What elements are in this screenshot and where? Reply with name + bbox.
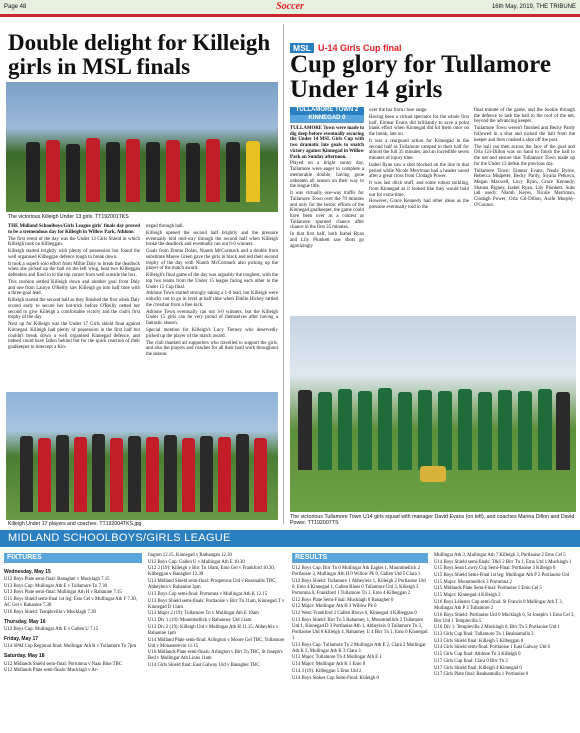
left-col1-p3: This cushion settled Killeigh down and another goal from Daly and one from Lauryn O'Reilly saw Killeigh go into half time with a three-goal lead. [8, 280, 140, 297]
left-col2-p4: Athlone Town started strongly taking a 1-0 lead, but Killeigh were unlucky not to go in level at half time when Ebhlin Hickey rattled the crossbar from a free kick. [146, 291, 278, 308]
right-col2-p3: Isabel Ryan saw a shot blocked on the line in that period while Nicole Merriman had a header saved after a great cross from Clodagh Power. [369, 162, 469, 180]
right-col1-p2: In that first half, both Isabel Ryan and Lily Plunkett saw shots go agonizingly [290, 232, 364, 249]
right-photo-caption: The victorious Tullamore Town U14 girls squad with manager David Evans (on left), and coaches Marina Dillon and David Power. TT192007TS [290, 514, 575, 527]
fixture-item: lington 12.15, Kinnegad v Rathangan 12.30 [148, 553, 232, 558]
right-col-3 [474, 108, 575, 210]
result-item: U14 Major: Mullingar Ath K 1 Emo 0 [292, 662, 366, 668]
league-banner: MIDLAND SCHOOLBOYS/GIRLS LEAGUE [0, 530, 580, 547]
fixtures-col-1 [4, 566, 142, 675]
result-item: U14 Boys Shield semi-finals: T&S 2 Birr Tn 1, Emo Utd 1 Mucklagh 1 [434, 559, 572, 565]
left-col2-p5: Athlone Town eventually ran out 3-0 winners, but the Killeigh Under 15 girls can be very proud of themselves after having a fantastic season. [146, 309, 278, 327]
result-item: U14 Girls Shield semi-final: Portlaoise 1 East Galway Utd 6 [434, 645, 551, 651]
left-lead: THE Midland Schoolboys/Girls League girls' finals day proved to be a tremendous day for Killeigh in Willow Park, Athlone. [8, 224, 140, 235]
left-col2-p7: The club thanked all supporters who travelled to support the girls, and also the players and coaches for all their hard work throughout the season. [146, 340, 278, 358]
left-col2-p3: Killeigh's final game of the day was arguably the toughest, with the top two teams from the Under 15 league facing each other in the Under 15 Cup final. [146, 273, 278, 290]
fixture-item: U13 Div 1 (19): Mountmellick v Rahanney Utd 11am [148, 618, 252, 624]
fixture-item: U13 Boys Cup: Mullingar Ath E v Tullamore Tn 7.30 [4, 583, 108, 589]
result-item: U12 Boys Shield: Tullamore 1 Abbeyleix 1, Killeigh 2 Portlaoise Utd 0, Emo 4 Kinnegad 1, Gallen Blues 0 Tullamore Utd 3, Killeigh 3 Portumna 0, Frankford 1 Tullamore Tn 1, Emo 4 Kilbeggan 2 [292, 578, 426, 596]
left-col2-p1: Killeigh opened the second half brightly and the pressure eventually told mid-way through the second half when Killeigh broke the deadlock and eventually ran out 6-0 winners. [146, 230, 278, 248]
score-home: TULLAMORE TOWN 2 [290, 107, 364, 115]
fixture-item: U13 Boys Cup semi-final: Portumna v Mullingar Ath K 12.15 [148, 591, 268, 597]
left-photo-caption: The victorious Killeigh Under 13 girls. TT192001TKS [8, 214, 129, 220]
left-bottom-caption: Killeigh Under 17 players and coaches. TT192004TKS.jpg [8, 521, 142, 527]
right-col3-p0: final minute of the game, and the bookie through the defence to lash the ball to the roof of the net, beyond the advancing keeper. [474, 108, 575, 125]
issue-date: 16th May, 2019, THE TRIBUNE [491, 4, 576, 10]
fixture-item: U14 SPAI Cup Regional final: Mullingar Ath R v Tullamore Tn 7pm [4, 644, 137, 650]
fixture-day: Wednesday, May 15 [4, 569, 51, 575]
fixture-item: U14 Girls Shield final: East Galway Utd v Banagher TBC [148, 663, 260, 669]
right-headline: Cup glory for Tullamore Under 14 girls [290, 51, 551, 103]
result-item: U15 Girls Cup final: Athlone Tn 3 Killeigh 0 [434, 652, 521, 658]
fixture-item: U13 Midland Shield semi-final: Prosperous Utd v Rosenallis TBC, Abbeyleix v Rahanine 3pm [148, 579, 277, 591]
result-item: U13 Boys Cup: Tullamore Tn 2 Mullingar Ath E 2, Clara 2 Mullingar Ath K 3, Mullingar Ath K 3 Clara 3 [292, 642, 426, 654]
left-col1-p0: The first event of the day was the Under 13 Girls Shield in which Killeigh took on Kilbeggan. [8, 236, 140, 248]
fixture-item: U12 Midlands Shield semi-final: Portumna v Naas Blue TBC [4, 661, 122, 667]
fixture-day: Friday, May 17 [4, 636, 39, 643]
fixture-item: U12 Midlands Plate semi-finals: Mucklagh v Ar- [4, 668, 98, 674]
right-lead: TULLAMORE Town were made to dig deep before eventually securing the Under 14 MSL Girls Cup with two dramatic late goals to snatch victory against Kinnegad in Willow Park on Sunday afternoon. [290, 126, 364, 160]
right-col3-p1: Tullamore Town weren't finished and Becky Pardy followed in a shot and nicked the ball from the keeper and then crashed a shot off the post. [474, 126, 575, 143]
results-header: RESULTS [292, 553, 428, 563]
fixture-day: Saturday, May 18 [4, 653, 45, 660]
msl-label: MSL [290, 43, 314, 53]
result-item: U12 Boys Plate Semi-Final: Mucklagh 0 Banagher 0 [292, 597, 394, 603]
killeigh-u13-photo [6, 82, 278, 212]
fixture-day: Thursday, May 16 [4, 619, 46, 626]
right-col-2 [369, 108, 469, 212]
result-item: U15 Major: Mountmellick 3 Portumna 2 [434, 579, 512, 585]
right-col1-p1: It was virtually one-way traffic for Tullamore Town over the 70 minutes and only for the heroic efforts of the Kinnegad goalkeeper, the game could have been over as a contest as Tullamore spurned chance after chance in the first 35 minutes. [290, 191, 364, 231]
right-col3-p2: The ball ran then across the face of the goal and Orla Gil-Dillon was on hand to finish the ball to the net and ensure that Tullamore Town made up for the Under 13 defeat the previous day. [474, 144, 575, 167]
fixture-item: U15 Boys Shield semi-final 1st leg: Esto Cel v Mullingar Ath F 7.30, AC Gel v Rahanine 7.30 [4, 597, 137, 609]
right-col3-p3: Tullamore Town: Eimear Evans; Neala Byrne, Rebecca Mulpeter, Becky Pardy, Siyana Petkova, Megan Maxwell, Lucy Ryan, Grace Kennedy, Shauna Rigney, Isabel Ryan, Lily Plunkett. Subs (all used): Niamh Keyes, Nicole Merriman, Clodagh Power, Orla Gil-Dillon, Aoife Murphy-O'Connor. [474, 168, 575, 208]
fixture-item: U14 Midland Plate semi-final: Arlington v Moore Gel TBC, Tullamore Utd v Monasterevin 11.15 [148, 637, 285, 649]
right-col2-p5: However, Grace Kennedy had other ideas as the pressure eventually told in the [369, 199, 469, 211]
header-stripe [0, 14, 580, 17]
left-col1-p1: Killeigh started brightly with plenty of possession but found the well organised Kilbeggan defence tough to break down. [8, 249, 140, 260]
fixture-item: U13 Boys Plate semi-final: Mullingar Ath H v Rahanine 7.15 [4, 590, 122, 596]
left-col2-p6: Special mention for Killeigh's Lucy Tierney who deservedly picked up the player of the match award. [146, 328, 278, 339]
result-item: Mullingar Ath 3, Mullingar Ath 7 Killeigh 3, Portlaoise 2 Emo Cel 5 [434, 553, 566, 558]
right-col2-p0: over the bar from close range. [369, 108, 428, 113]
left-col2-p0: negad through ball. [146, 224, 184, 229]
results-col-2 [434, 553, 576, 679]
right-col2-p4: It was last ditch stuff, and some robust tackling, from Kinnegad as it looked like they would hold out for extra-time. [369, 181, 469, 198]
result-item: U14 Boys Stokes Cup Semi-Final: Killeigh 0 [292, 675, 379, 681]
left-col-2 [146, 224, 278, 359]
result-item: U13 Boys Shield: Birr Tn 5 Rahanney 1, Mountmellick 2 Tullamore Utd 1, Kinnegad D 3 Portlaoise Ath 1, Abbeyleix 0 Tullamore Tn 3, Portlaoise Utd 0 Killeigh 4, Rahanney U 4 Birr Tn 1, Emo 0 Kinnegad 1 [292, 617, 428, 641]
result-item: U12 West: Frankford 2 Gallen Rhoys 0, Kinnegad 4 Kilbeggan 0 [292, 611, 417, 617]
fixture-item: U12 2 (19): Killeigh v Birr Tn 10am, Emo Gel v Frankford 10.30, Kilbeggan v Banagher 12.30 [148, 566, 275, 578]
fixture-item: U12 Boys Plate semi-final: Banagher v Mucklagh 7.15 [4, 577, 110, 583]
result-item: U13 Major: Tullamore Tn 4 Mullingar Ath E 1 [292, 655, 382, 661]
fixtures-col-2 [148, 553, 286, 670]
left-col1-p4: Killeigh started the second half as they finished the first when Daly scored early to secure her hat-trick before O'Reilly netted her second to give Killeigh a comfortable victory and the club's first trophy of the day. [8, 298, 140, 321]
left-col1-p5: Next up for Killeigh was the Under 17 Girls shield final against Kinnegad. Killeigh had plenty of possession in the first half but couldn't break down a well organised Kinnegad defence, and indeed could have fallen behind but for the quick reaction of their goalkeeper to intercept a Kin- [8, 322, 140, 351]
results-col-1 [292, 566, 428, 682]
fixture-item: U12 Boys Cup: Mullingar Ath E v Gallen U 7.15 [4, 627, 99, 633]
fixture-item: U16 Midlands Plate semi-finals: Arlington v Birr Tn TBC, St Joseph's Red v Mullingar Ath Lions 11am [148, 650, 283, 662]
result-item: U13 Girls Cup final: Tullamore Tn 1 Bealnamulla 3 [434, 632, 534, 638]
trophy-icon [420, 466, 446, 482]
result-item: U17 Girls Cup final: Clara 0 Birr Tn 2 [434, 658, 508, 664]
left-col1-p2: It took a superb solo effort from Millie Daly to break the deadlock when she picked up the ball on the left wing, beat two Kilbeggan defenders and fired in to the top corner from well outside the box. [8, 261, 140, 279]
left-headline: Double delight for Killeigh girls in MSL finals [8, 30, 271, 79]
result-item: U17 Girls Plate final: Bealnamulla 1 Portlaoise 0 [434, 672, 529, 678]
tullamore-u14-photo [290, 316, 576, 512]
result-item: U15 Major: Kinnegad 4 Killeigh 2 [434, 593, 501, 599]
fixture-item: U13 Major 2 (19): Tullamore Tn v Mullingar Ath E 10am [148, 611, 259, 617]
left-col-1 [8, 224, 140, 352]
right-col2-p2: It was a rearguard action for Kinnegad in the second half as Tullamore camped in their half for almost the full 35 minutes, and an incredible seven minutes of injury time. [369, 138, 469, 161]
left-col2-p2: Goals from Emma Dolan, Niamh McCormack and a double from substitute Maeve Green gave the girls in black and red their second trophy of the day with Niamh McCormack also picking up the player of the match award. [146, 249, 278, 272]
result-item: U16 Div 1: Templevilla 2 Mucklagh 0, Birr Tn 5 Portlaoise Utd 1 [434, 625, 560, 631]
result-item: U15 Boys Sean Lowry Cup Semi-Final: Portlaoise 3 Killeigh 0 [434, 566, 556, 572]
fixture-item: U12 Boys Cup: Gallen U v Mullingar Ath E 10.30 [148, 559, 245, 565]
fixture-item: U13 Div 2 (19): Killeigh Utd v Mullingar Ath H 11.15, Abbeyleix v Rahanine 1pm [148, 624, 279, 636]
result-item: U12 Boys Cup: Birr Tn 0 Mullingar Ath Eagles 1, Mountmellick 2 Portlaoise 3, Mullingar Ath H 0 Willow Pk 0, Gallen Utd 5 Clara 1 [292, 566, 421, 578]
result-item: U15 Boys Shield Semi-Final 1st leg: Mullingar Ath P 2 Portlaoise Utd [434, 573, 570, 579]
right-col-1 [290, 126, 364, 251]
fixture-item: U13 Boys Shield semi-finals: Portlaoise v Birr Tn 11am, Kinnegad T v Kinnegad D 11am [148, 598, 285, 610]
column-divider [283, 24, 284, 524]
result-item: U13 Girls Shield final: Killeigh 5 Kilbeggan 0 [434, 638, 524, 644]
result-item: U16 Boys Leinster Cup semi-final: St Francis 0 Mullingar Ath T 3, Mullingar Ath P 3 Tullamore 2 [434, 599, 563, 611]
result-item: U12 Major: Mullingar Ath H 3 Willow Pk 0 [292, 604, 377, 610]
fixture-item: U16 Boys Shield: Templevilla v Mucklagh 7.30 [4, 609, 96, 615]
result-item: U15 Midlands Plate Semi-Final: Portlaoise 1 Emo Cel 5 [434, 586, 542, 592]
killeigh-u17-photo [6, 392, 278, 520]
result-item: U14 3 (19): Kilbeggan 5 Emo Utd 2 [292, 668, 362, 674]
section-title: Soccer [276, 1, 304, 12]
right-col2-p1: Having been a virtual spectator for the whole first half, Eimear Evans did brilliantly to save a point blank effort when Kinnegad did hit them once on the break, late on. [369, 114, 469, 137]
result-item: U16 Boys Shield: Portlaoise Utd 0 Mucklagh 6, St Joseph's 1 Emo Cel 3, Birr Utd 1 Templevilla 5 [434, 612, 575, 624]
score-away: KINNEGAD 0 [290, 115, 364, 123]
right-col1-p0: Played on a bright sunny day, Tullamore were eager to complete a memorable double, having gone unbeaten all season on their way to the league title. [290, 161, 364, 190]
result-item: U17 Girls Shield final: Killeigh 4 Kinnegad 0 [434, 665, 522, 671]
page-number: Page 48 [4, 4, 27, 10]
right-kicker [290, 38, 576, 53]
fixtures-header: FIXTURES [4, 553, 142, 563]
competition-label: U-14 Girls Cup final [317, 43, 402, 53]
